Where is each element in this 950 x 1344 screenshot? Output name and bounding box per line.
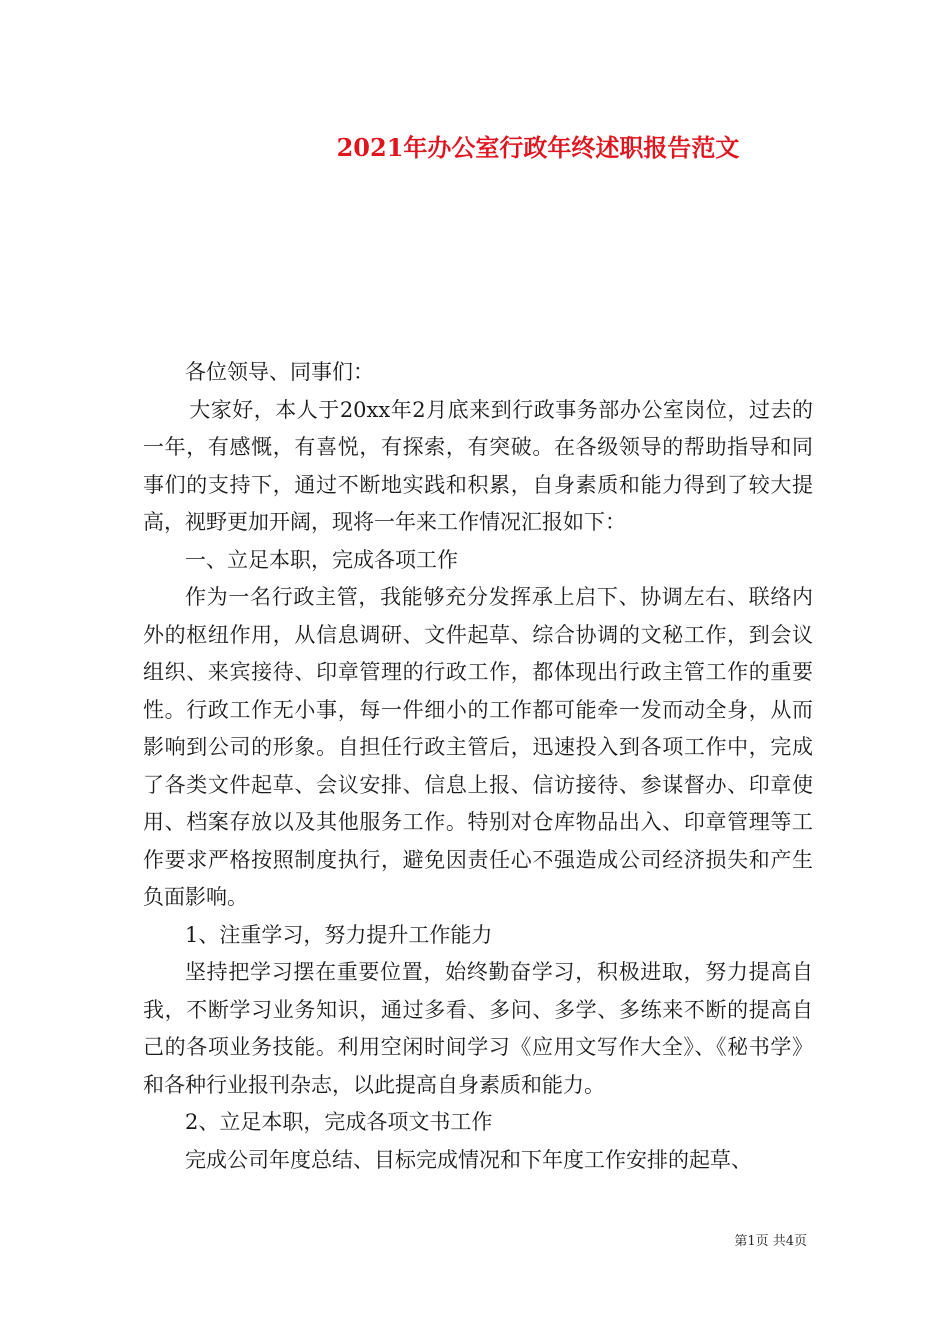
subheading-1: 1、注重学习，努力提升工作能力	[185, 922, 493, 947]
title-text: 2021年办公室行政年终述职报告范文	[336, 133, 740, 162]
section-heading-1: 一、立足本职，完成各项工作	[185, 547, 458, 572]
document-title	[0, 128, 950, 163]
salutation: 各位领导、同事们：	[185, 360, 374, 384]
paragraph-study: 坚持把学习摆在重要位置，始终勤奋学习，积极进取，努力提高自我，不断学习业务知识，通过多看、多问、多学、多练来不断的提高自己的各项业务技能。利用空闲时间学习《应用文写作大全》、《秘书学》和各种行业报刊杂志，以此提高自身素质和能力。	[143, 960, 813, 1097]
paragraph-intro: 大家好，本人于20xx年2月底来到行政事务部办公室岗位，过去的一年，有感慨，有喜悦，有探索，有突破。在各级领导的帮助指导和同事们的支持下，通过不断地实践和积累，自身素质和能力得到了较大提高，视野更加开阔，现将一年来工作情况汇报如下：	[143, 397, 813, 534]
paragraph-documents: 完成公司年度总结、目标完成情况和下年度工作安排的起草、	[185, 1147, 752, 1172]
subheading-2: 2、立足本职，完成各项文书工作	[185, 1110, 493, 1134]
paragraph-section-1: 作为一名行政主管，我能够充分发挥承上启下、协调左右、联络内外的枢纽作用，从信息调研、文件起草、综合协调的文秘工作，到会议组织、来宾接待、印章管理的行政工作，都体现出行政主管工作的重要性。行政工作无小事，每一件细小的工作都可能牵一发而动全身，从而影响到公司的形象。自担任行政主管后，迅速投入到各项工作中，完成了各类文件起草、会议安排、信息上报、信访接待、参谋督办、印章使用、档案存放以及其他服务工作。特别对仓库物品出入、印章管理等工作要求严格按照制度执行，避免因责任心不强造成公司经济损失和产生负面影响。	[143, 585, 813, 909]
document-body	[143, 354, 813, 1179]
page-number-footer: 第1页 共4页	[734, 1234, 807, 1249]
